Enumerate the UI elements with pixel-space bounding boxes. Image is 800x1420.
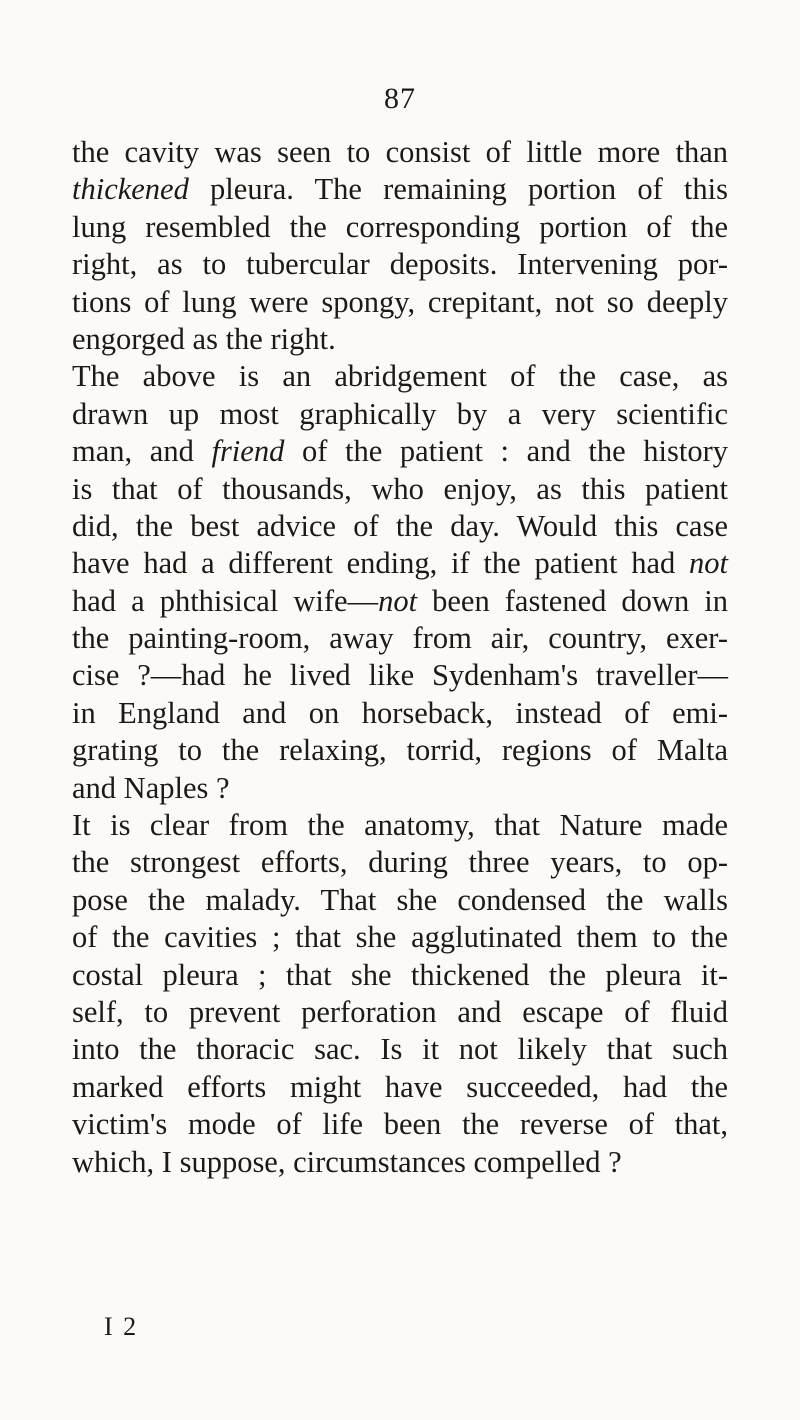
text-line: lung resembled the corresponding portion of the [72, 209, 728, 244]
text-line: engorged as the right. [72, 321, 336, 356]
text-line: thickened pleura. The remaining portion of this [72, 172, 728, 207]
text-line: the cavity was seen to consist of little more than [72, 135, 728, 169]
italic-word: friend [211, 434, 285, 469]
text-line: had a phthisical wife—not been fastened down in [72, 583, 729, 618]
text-line: man, and friend of the patient : and the history [72, 434, 728, 469]
text-line: pose the malady. That she condensed the walls [72, 882, 728, 917]
text-line: which, I suppose, circumstances compelled ? [72, 1144, 622, 1179]
text-line: in England and on horseback, instead of emi- [72, 695, 728, 730]
text-line: cise ?—had he lived like Sydenham's traveller— [72, 658, 728, 693]
italic-word: not [689, 546, 728, 581]
text-line: marked efforts might have succeeded, had the [72, 1069, 728, 1104]
text-line: did, the best advice of the day. Would this case [72, 508, 728, 543]
text-line: the painting-room, away from air, country, exer- [72, 621, 728, 656]
body-text [72, 134, 728, 1181]
italic-word: thickened [72, 172, 189, 207]
italic-word: not [378, 583, 418, 618]
text-line: tions of lung were spongy, crepitant, not so deeply [72, 284, 728, 319]
text-line: the strongest efforts, during three years, to op- [72, 845, 728, 880]
signature-mark: I 2 [104, 1312, 139, 1341]
text-line: costal pleura ; that she thickened the pleura it- [72, 957, 728, 992]
text-line: self, to prevent perforation and escape of fluid [72, 994, 728, 1029]
text-line: grating to the relaxing, torrid, regions of Malta [72, 733, 728, 768]
text-line: and Naples ? [72, 770, 230, 805]
text-line: have had a different ending, if the patient had not [72, 546, 728, 581]
text-line: victim's mode of life been the reverse of that, [72, 1107, 728, 1142]
text-line: right, as to tubercular deposits. Intervening por- [72, 247, 728, 282]
text-line: is that of thousands, who enjoy, as this patient [72, 471, 728, 506]
text-line: into the thoracic sac. Is it not likely that such [72, 1032, 728, 1067]
text-line: It is clear from the anatomy, that Nature made [72, 808, 728, 843]
page-number: 87 [384, 82, 416, 115]
text-line: The above is an abridgement of the case, as [72, 359, 728, 394]
text-line: drawn up most graphically by a very scientific [72, 396, 728, 431]
text-line: of the cavities ; that she agglutinated them to the [72, 920, 728, 955]
